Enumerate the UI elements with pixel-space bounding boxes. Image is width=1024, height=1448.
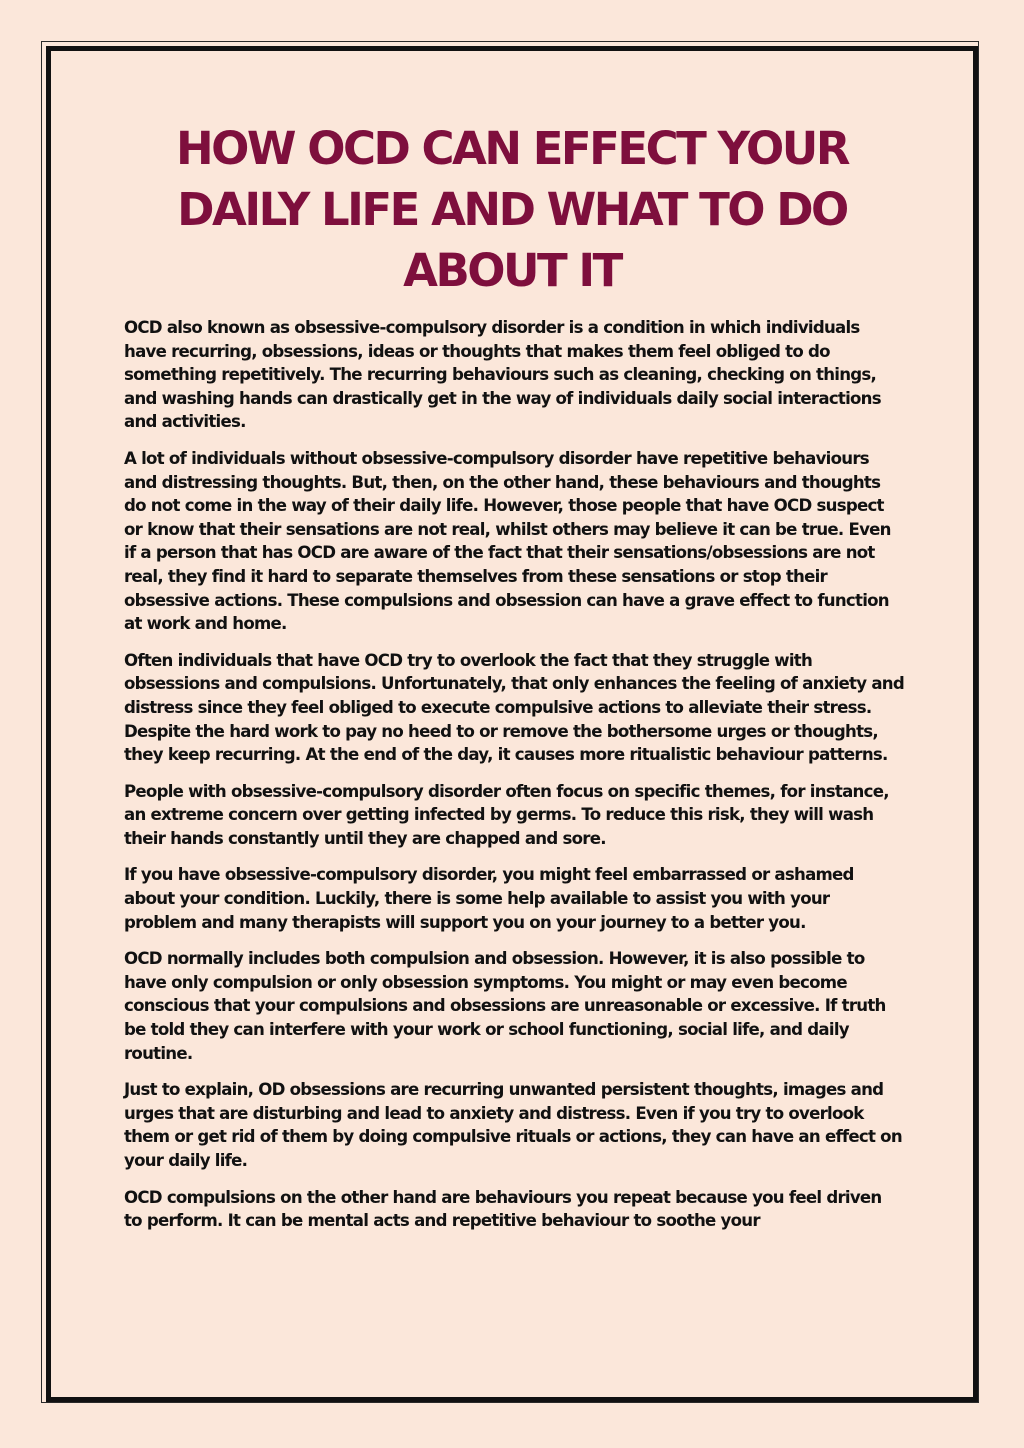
paragraph-3: Often individuals that have OCD try to overlook the fact that they struggle with obsessions and compulsions. Unfortunately, that only enhances the feeling of anxiety and distress since they feel obliged to execute compulsive actions to alleviate their stress. Despite the hard work to pay no heed to or remove the bothersome urges or thoughts, they keep recurring. At the end of the day, it causes more ritualistic behaviour patterns. xyxy=(124,650,904,765)
paragraph-6: OCD normally includes both compulsion and obsession. However, it is also possible to have only compulsion or only obsession symptoms. You might or may even become conscious that your compulsions and obsessions are unreasonable or excessive. If truth be told they can interfere with your work or school functioning, social life, and daily routine. xyxy=(124,949,886,1063)
paragraph-1: OCD also known as obsessive-compulsory disorder is a condition in which individuals have recurring, obsessions, ideas or thoughts that makes them feel obliged to do something repetitively. The recurring behaviours such as cleaning, checking on things, and washing hands can drastically get in the way of individuals daily social interactions and activities. xyxy=(124,318,881,432)
paragraph-8: OCD compulsions on the other hand are behaviours you repeat because you feel driven to perform. It can be mental acts and repetitive behaviour to soothe your xyxy=(124,1187,882,1231)
paragraph-4: People with obsessive-compulsory disorder often focus on specific themes, for instance, an extreme concern over getting infected by germs. To reduce this risk, they will wash their hands constantly until they are chapped and sore. xyxy=(124,781,889,848)
paragraph-5: If you have obsessive-compulsory disorder, you might feel embarrassed or ashamed about your condition. Luckily, there is some help available to assist you with your problem and many therapists will support you on your journey to a better you. xyxy=(124,865,854,932)
document-body xyxy=(124,316,904,1246)
document-title: HOW OCD CAN EFFECT YOUR DAILY LIFE AND WHAT TO DO ABOUT IT xyxy=(176,122,848,297)
paragraph-7: Just to explain, OD obsessions are recurring unwanted persistent thoughts, images and urges that are disturbing and lead to anxiety and distress. Even if you try to overlook them or get rid of them by doing compulsive rituals or actions, they can have an effect on your daily life. xyxy=(124,1080,902,1170)
paragraph-2: A lot of individuals without obsessive-compulsory disorder have repetitive behaviours and distressing thoughts. But, then, on the other hand, these behaviours and thoughts do not come in the way of their daily life. However, those people that have OCD suspect or know that their sensations are not real, whilst others may believe it can be true. Even if a person that has OCD are aware of the fact that their sensations/obsessions are not real, they find it hard to separate themselves from these sensations or stop their obsessive actions. These compulsions and obsession can have a grave effect to function at work and home. xyxy=(124,448,891,634)
